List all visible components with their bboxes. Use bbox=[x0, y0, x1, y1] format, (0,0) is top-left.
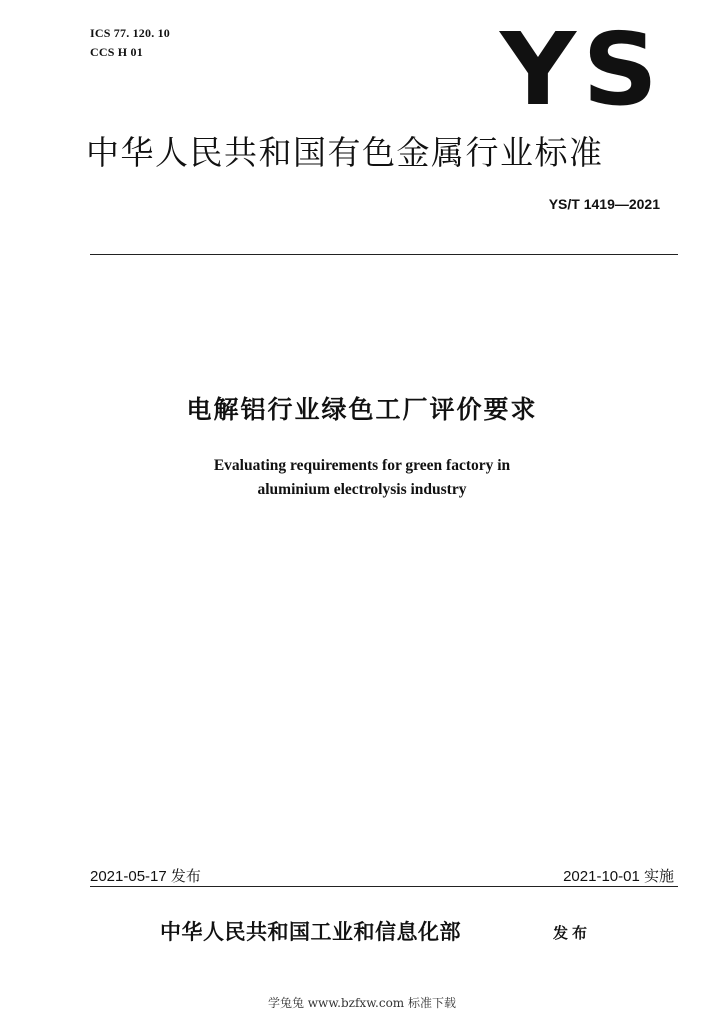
issue-date: 2021-05-17 发布 bbox=[90, 868, 201, 885]
watermark: 学兔兔 www.bzfxw.com 标准下载 bbox=[267, 996, 457, 1010]
english-title-line-1: Evaluating requirements for green factory in bbox=[213, 457, 511, 474]
ys-logo: YS bbox=[500, 11, 665, 128]
ccs-code: CCS H 01 bbox=[90, 45, 143, 59]
issue-label: 发布 bbox=[553, 924, 592, 942]
document-title-english bbox=[0, 454, 724, 502]
top-divider bbox=[90, 254, 678, 255]
industry-standard-title: 中华人民共和国有色金属行业标准 bbox=[86, 133, 604, 172]
document-title-chinese: 电解铝行业绿色工厂评价要求 bbox=[186, 395, 538, 424]
implementation-date: 2021-10-01 实施 bbox=[563, 868, 674, 885]
standard-number: YS/T 1419—2021 bbox=[548, 196, 660, 212]
issuing-authority: 中华人民共和国工业和信息化部 bbox=[160, 919, 461, 944]
english-title-line-2: aluminium electrolysis industry bbox=[257, 481, 467, 498]
bottom-divider bbox=[90, 886, 678, 887]
ics-code: ICS 77. 120. 10 bbox=[90, 26, 171, 40]
